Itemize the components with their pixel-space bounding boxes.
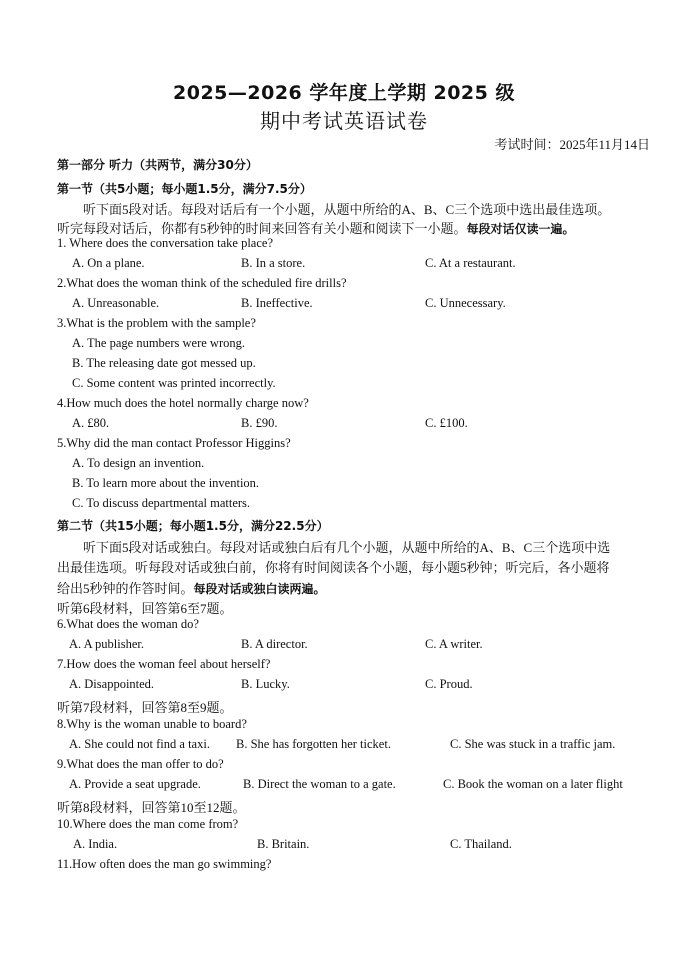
q4-option-c: C. £100. [425,416,468,430]
exam-title-year: 2025—2026 学年度上学期 2025 级 [173,82,515,104]
section1-instruction-text: 听完每段对话后，你都有5秒钟的时间来回答有关小题和阅读下一小题。 [57,221,467,236]
q4-option-a: A. £80. [72,416,110,430]
section2-heading: 第二节（共15小题；每小题1.5分，满分22.5分） [57,519,329,533]
section2-instruction-line3 [57,578,326,597]
q2-option-a: A. Unreasonable. [72,296,160,310]
question-8: 8.Why is the woman unable to board? [57,717,247,731]
q9-option-a: A. Provide a seat upgrade. [69,777,201,791]
q4-option-b: B. £90. [241,416,278,430]
question-9: 9.What does the man offer to do? [57,757,224,771]
q5-option-a: A. To design an invention. [72,456,205,470]
q10-option-c: C. Thailand. [450,837,512,851]
q3-option-a: A. The page numbers were wrong. [72,336,245,350]
q7-option-b: B. Lucky. [241,677,290,691]
q8-option-c: C. She was stuck in a traffic jam. [450,737,616,751]
q2-option-c: C. Unnecessary. [425,296,506,310]
q9-option-b: B. Direct the woman to a gate. [243,777,396,791]
q6-option-b: B. A director. [241,637,308,651]
q8-option-b: B. She has forgotten her ticket. [236,737,391,751]
q3-option-c: C. Some content was printed incorrectly. [72,376,276,390]
q10-option-a: A. India. [73,837,118,851]
question-10: 10.Where does the man come from? [57,817,239,831]
question-5: 5.Why did the man contact Professor Higgins? [57,436,291,450]
material-8-instruction: 听第8段材料，回答第10至12题。 [57,800,246,815]
section2-instruction-text: 给出5秒钟的作答时间。 [57,581,194,596]
q9-option-c: C. Book the woman on a later flight [443,777,623,791]
q1-option-c: C. At a restaurant. [425,256,516,270]
question-7: 7.How does the woman feel about herself? [57,657,271,671]
q5-option-b: B. To learn more about the invention. [72,476,260,490]
material-7-instruction: 听第7段材料，回答第8至9题。 [57,700,233,715]
q8-option-a: A. She could not find a taxi. [69,737,210,751]
section1-read-once-note: 每段对话仅读一遍。 [466,222,575,236]
exam-title-subject: 期中考试英语试卷 [260,109,428,133]
part1-heading: 第一部分 听力（共两节，满分30分） [57,158,258,172]
q7-option-c: C. Proud. [425,677,473,691]
question-6: 6.What does the woman do? [57,617,199,631]
q6-option-a: A. A publisher. [69,637,145,651]
section2-instruction-line1: 听下面5段对话或独白。每段对话或独白后有几个小题，从题中所给的A、B、C三个选项中选 [83,540,611,555]
section2-instruction-line2: 出最佳选项。听每段对话或独白前，你将有时间阅读各个小题，每小题5秒钟；听完后，各小题将 [57,560,610,575]
section2-read-twice-note: 每段对话或独白读两遍。 [193,582,326,596]
q1-option-b: B. In a store. [241,256,306,270]
q5-option-c: C. To discuss departmental matters. [72,496,251,510]
section1-instruction-line2 [57,218,575,237]
section1-instruction-line1: 听下面5段对话。每段对话后有一个小题，从题中所给的A、B、C三个选项中选出最佳选项。 [83,202,611,217]
q3-option-b: B. The releasing date got messed up. [72,356,256,370]
question-1: 1. Where does the conversation take place? [57,236,273,250]
question-2: 2.What does the woman think of the scheduled fire drills? [57,276,347,290]
material-6-instruction: 听第6段材料，回答第6至7题。 [57,601,233,616]
exam-time: 考试时间：2025年11月14日 [494,137,650,152]
question-4: 4.How much does the hotel normally charge now? [57,396,309,410]
section1-heading: 第一节（共5小题；每小题1.5分，满分7.5分） [57,182,312,196]
question-11: 11.How often does the man go swimming? [57,857,272,871]
q2-option-b: B. Ineffective. [241,296,313,310]
question-3: 3.What is the problem with the sample? [57,316,256,330]
q7-option-a: A. Disappointed. [69,677,155,691]
q6-option-c: C. A writer. [425,637,483,651]
q1-option-a: A. On a plane. [72,256,145,270]
q10-option-b: B. Britain. [257,837,310,851]
